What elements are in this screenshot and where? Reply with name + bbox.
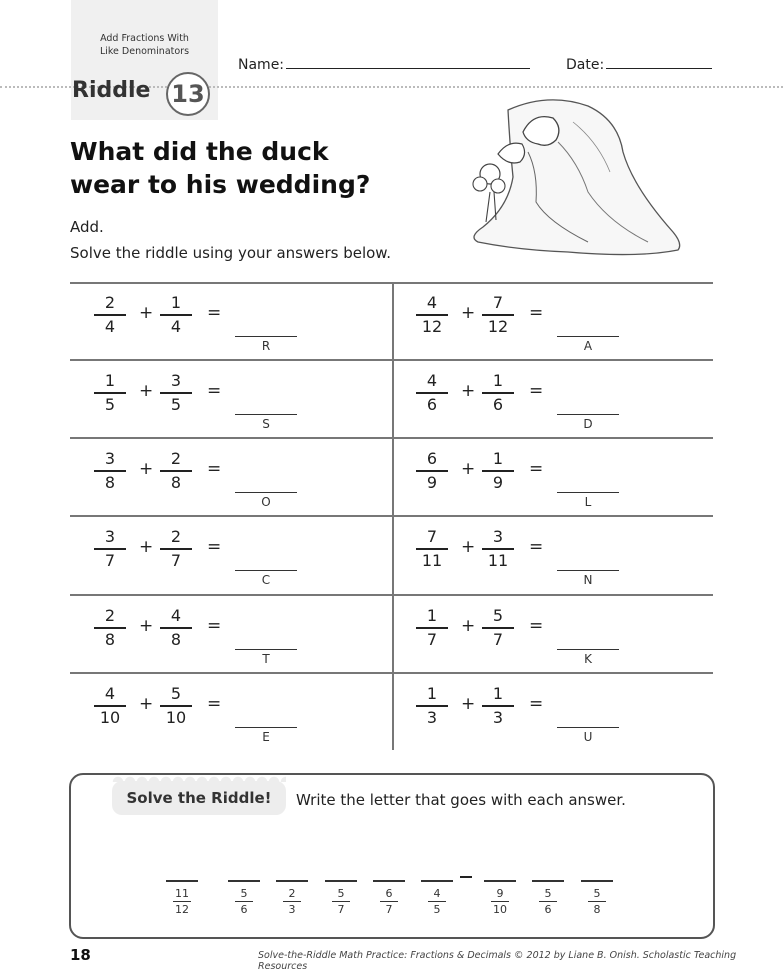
- denominator: 8: [170, 629, 182, 649]
- numerator: 2: [288, 886, 296, 900]
- addend-1-fraction: [92, 527, 128, 571]
- equals-sign: =: [529, 459, 544, 479]
- fraction-bar: [416, 314, 448, 316]
- addend-1-fraction: [414, 449, 450, 493]
- denominator: 6: [426, 394, 438, 414]
- numerator: 5: [337, 886, 345, 900]
- addend-2-fraction: [158, 371, 194, 415]
- answer-letter: A: [583, 339, 593, 353]
- equals-sign: =: [207, 694, 222, 714]
- denominator: 4: [104, 316, 116, 336]
- denominator: 7: [337, 902, 345, 916]
- fraction-bar: [94, 548, 126, 550]
- denominator: 9: [492, 472, 504, 492]
- addend-2-fraction: [480, 293, 516, 337]
- answer-blank[interactable]: [557, 649, 619, 650]
- answer-blank[interactable]: [557, 414, 619, 415]
- plus-sign: +: [461, 303, 476, 323]
- numerator: 5: [240, 886, 248, 900]
- numerator: 6: [385, 886, 393, 900]
- fraction-bar: [416, 548, 448, 550]
- fraction-bar: [160, 470, 192, 472]
- name-label: Name:: [238, 57, 285, 73]
- numerator: 9: [496, 886, 504, 900]
- worksheet-topic-line1: Add Fractions With: [100, 33, 189, 44]
- denominator: 8: [104, 472, 116, 492]
- answer-blank[interactable]: [235, 414, 297, 415]
- denominator: 5: [170, 394, 182, 414]
- riddle-number-badge: 13: [166, 72, 210, 116]
- problem-cell: [70, 674, 390, 752]
- plus-sign: +: [139, 303, 154, 323]
- answer-blank[interactable]: [235, 570, 297, 571]
- solve-riddle-title: Solve the Riddle!: [112, 781, 286, 815]
- riddle-question-line1: What did the duck: [70, 137, 329, 166]
- numerator: 4: [426, 293, 438, 312]
- plus-sign: +: [461, 694, 476, 714]
- problem-cell: [392, 439, 712, 517]
- equals-sign: =: [529, 694, 544, 714]
- answer-blank-fraction[interactable]: [373, 880, 405, 916]
- plus-sign: +: [461, 537, 476, 557]
- fraction-bar: [416, 470, 448, 472]
- answer-blank[interactable]: [235, 727, 297, 728]
- denominator: 10: [493, 902, 507, 916]
- numerator: 4: [104, 684, 116, 703]
- addend-1-fraction: [92, 371, 128, 415]
- fraction-bar: [416, 392, 448, 394]
- addend-2-fraction: [480, 371, 516, 415]
- fraction-bar: [283, 901, 301, 902]
- answer-blank-fraction[interactable]: [228, 880, 260, 916]
- fraction-bar: [539, 901, 557, 902]
- problem-cell: [70, 439, 390, 517]
- equals-sign: =: [529, 616, 544, 636]
- fraction-bar: [428, 901, 446, 902]
- word-separator-dash: [460, 876, 472, 878]
- solve-riddle-instruction: Write the letter that goes with each answer.: [296, 791, 626, 809]
- numerator: 5: [170, 684, 182, 703]
- equals-sign: =: [529, 381, 544, 401]
- fraction-bar: [173, 901, 191, 902]
- numerator: 7: [492, 293, 504, 312]
- fraction-bar: [482, 314, 514, 316]
- fraction-bar: [482, 705, 514, 707]
- plus-sign: +: [139, 694, 154, 714]
- problem-cell: [392, 596, 712, 674]
- duck-bride-illustration: [438, 92, 688, 267]
- problem-cell: [392, 674, 712, 752]
- addend-2-fraction: [158, 684, 194, 728]
- fraction-bar: [482, 627, 514, 629]
- answer-blank[interactable]: [557, 727, 619, 728]
- problem-cell: [70, 596, 390, 674]
- denominator: 5: [433, 902, 441, 916]
- plus-sign: +: [461, 381, 476, 401]
- denominator: 8: [593, 902, 601, 916]
- numerator: 3: [104, 449, 116, 468]
- addend-2-fraction: [480, 527, 516, 571]
- problem-cell: [392, 283, 712, 361]
- denominator: 3: [288, 902, 296, 916]
- addend-1-fraction: [414, 371, 450, 415]
- equals-sign: =: [207, 537, 222, 557]
- letter-blank-line[interactable]: [228, 880, 260, 882]
- date-label: Date:: [566, 57, 605, 73]
- addend-1-fraction: [414, 684, 450, 728]
- denominator: 12: [487, 316, 509, 336]
- plus-sign: +: [461, 616, 476, 636]
- numerator: 1: [426, 606, 438, 625]
- denominator: 7: [492, 629, 504, 649]
- problem-cell: [70, 517, 390, 595]
- denominator: 8: [104, 629, 116, 649]
- answer-blank-fraction[interactable]: [581, 880, 613, 916]
- copyright-credit: Solve-the-Riddle Math Practice: Fractions & Decimals © 2012 by Liane B. Onish. Scholastic Teaching Resources: [258, 950, 737, 972]
- denominator: 6: [544, 902, 552, 916]
- problem-cell: [70, 283, 390, 361]
- fraction-bar: [482, 548, 514, 550]
- plus-sign: +: [139, 616, 154, 636]
- answer-blank[interactable]: [235, 649, 297, 650]
- numerator: 4: [426, 371, 438, 390]
- numerator: 3: [492, 527, 504, 546]
- answer-blank-fraction[interactable]: [276, 880, 308, 916]
- denominator: 11: [421, 550, 443, 570]
- numerator: 4: [433, 886, 441, 900]
- addend-1-fraction: [414, 293, 450, 337]
- numerator: 1: [492, 684, 504, 703]
- fraction-bar: [94, 705, 126, 707]
- fraction-bar: [94, 392, 126, 394]
- addend-2-fraction: [158, 527, 194, 571]
- denominator: 12: [421, 316, 443, 336]
- addend-1-fraction: [92, 449, 128, 493]
- letter-blank-line[interactable]: [421, 880, 453, 882]
- addend-1-fraction: [414, 527, 450, 571]
- plus-sign: +: [461, 459, 476, 479]
- numerator: 1: [426, 684, 438, 703]
- numerator: 2: [104, 606, 116, 625]
- answer-letter: E: [262, 730, 270, 744]
- equals-sign: =: [529, 537, 544, 557]
- letter-blank-line[interactable]: [581, 880, 613, 882]
- denominator: 6: [240, 902, 248, 916]
- fraction-bar: [588, 901, 606, 902]
- answer-letter: S: [262, 417, 270, 431]
- instruction-add: Add.: [70, 218, 104, 236]
- denominator: 6: [492, 394, 504, 414]
- addend-2-fraction: [480, 684, 516, 728]
- numerator: 1: [492, 449, 504, 468]
- worksheet-topic: [71, 32, 218, 58]
- fraction-bar: [332, 901, 350, 902]
- answer-blank-fraction[interactable]: [421, 880, 453, 916]
- numerator: 5: [544, 886, 552, 900]
- addend-2-fraction: [158, 293, 194, 337]
- denominator: 9: [426, 472, 438, 492]
- addend-2-fraction: [158, 606, 194, 650]
- plus-sign: +: [139, 459, 154, 479]
- denominator: 7: [426, 629, 438, 649]
- answer-letter: T: [262, 652, 270, 666]
- letter-blank-line[interactable]: [276, 880, 308, 882]
- equals-sign: =: [207, 459, 222, 479]
- numerator: 2: [170, 449, 182, 468]
- addend-2-fraction: [480, 449, 516, 493]
- denominator: 3: [492, 707, 504, 727]
- numerator: 3: [170, 371, 182, 390]
- problem-cell: [392, 517, 712, 595]
- answer-blank-fraction[interactable]: [325, 880, 357, 916]
- fraction-bar: [160, 548, 192, 550]
- answer-letter: C: [261, 573, 271, 587]
- riddle-label: Riddle: [72, 78, 151, 103]
- date-field[interactable]: [606, 68, 712, 69]
- numerator: 4: [170, 606, 182, 625]
- numerator: 5: [593, 886, 601, 900]
- numerator: 2: [104, 293, 116, 312]
- numerator: 11: [175, 886, 189, 900]
- denominator: 7: [104, 550, 116, 570]
- answer-letter: D: [583, 417, 593, 431]
- numerator: 1: [170, 293, 182, 312]
- letter-blank-line[interactable]: [166, 880, 198, 882]
- equals-sign: =: [207, 303, 222, 323]
- answer-blank[interactable]: [235, 492, 297, 493]
- denominator: 12: [175, 902, 189, 916]
- answer-blank[interactable]: [557, 336, 619, 337]
- name-field[interactable]: [286, 68, 530, 69]
- numerator: 5: [492, 606, 504, 625]
- letter-blank-line[interactable]: [484, 880, 516, 882]
- numerator: 1: [104, 371, 116, 390]
- riddle-question-line2: wear to his wedding?: [70, 170, 371, 199]
- denominator: 7: [170, 550, 182, 570]
- letter-blank-line[interactable]: [325, 880, 357, 882]
- fraction-bar: [160, 627, 192, 629]
- answer-letter: K: [584, 652, 592, 666]
- plus-sign: +: [139, 537, 154, 557]
- denominator: 5: [104, 394, 116, 414]
- fraction-bar: [482, 392, 514, 394]
- numerator: 6: [426, 449, 438, 468]
- denominator: 8: [170, 472, 182, 492]
- denominator: 7: [385, 902, 393, 916]
- answer-blank[interactable]: [235, 336, 297, 337]
- equals-sign: =: [529, 303, 544, 323]
- answer-letter: R: [261, 339, 271, 353]
- problem-cell: [392, 361, 712, 439]
- numerator: 3: [104, 527, 116, 546]
- answer-letter: U: [583, 730, 593, 744]
- letter-blank-line[interactable]: [532, 880, 564, 882]
- answer-letter: L: [584, 495, 592, 509]
- answer-blank-fraction[interactable]: [484, 880, 516, 916]
- fraction-bar: [416, 627, 448, 629]
- numerator: 7: [426, 527, 438, 546]
- answer-letter: O: [261, 495, 271, 509]
- addend-1-fraction: [92, 684, 128, 728]
- addend-1-fraction: [92, 606, 128, 650]
- answer-blank-fraction[interactable]: [166, 880, 198, 916]
- fraction-bar: [160, 705, 192, 707]
- instruction-solve: Solve the riddle using your answers below.: [70, 244, 391, 262]
- addend-1-fraction: [92, 293, 128, 337]
- plus-sign: +: [139, 381, 154, 401]
- fraction-bar: [94, 627, 126, 629]
- addend-2-fraction: [480, 606, 516, 650]
- numerator: 1: [492, 371, 504, 390]
- fraction-bar: [94, 470, 126, 472]
- denominator: 11: [487, 550, 509, 570]
- fraction-bar: [416, 705, 448, 707]
- denominator: 4: [170, 316, 182, 336]
- answer-letter: N: [583, 573, 593, 587]
- denominator: 3: [426, 707, 438, 727]
- equals-sign: =: [207, 381, 222, 401]
- addend-2-fraction: [158, 449, 194, 493]
- answer-blank[interactable]: [557, 570, 619, 571]
- answer-blank-fraction[interactable]: [532, 880, 564, 916]
- fraction-bar: [160, 392, 192, 394]
- problem-cell: [70, 361, 390, 439]
- addend-1-fraction: [414, 606, 450, 650]
- fraction-bar: [491, 901, 509, 902]
- equals-sign: =: [207, 616, 222, 636]
- answer-blank[interactable]: [557, 492, 619, 493]
- denominator: 10: [99, 707, 121, 727]
- denominator: 10: [165, 707, 187, 727]
- riddle-question: [70, 135, 390, 201]
- fraction-bar: [482, 470, 514, 472]
- fraction-bar: [94, 314, 126, 316]
- worksheet-topic-line2: Like Denominators: [99, 46, 190, 57]
- fraction-bar: [235, 901, 253, 902]
- page-number: 18: [70, 946, 91, 964]
- fraction-bar: [160, 314, 192, 316]
- letter-blank-line[interactable]: [373, 880, 405, 882]
- fraction-bar: [380, 901, 398, 902]
- numerator: 2: [170, 527, 182, 546]
